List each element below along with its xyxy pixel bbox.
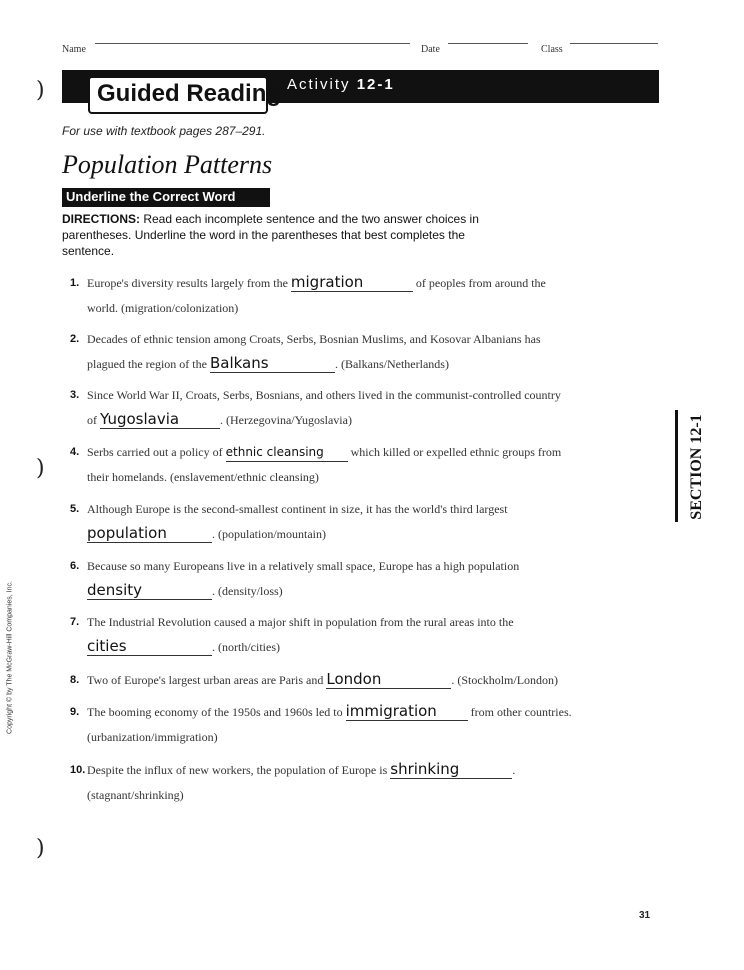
- question-2: 2. Decades of ethnic tension among Croats, Serbs, Bosnian Muslims, and Kosovar Albanians has plagued the region of the Balkans . (Balkans/Netherlands): [70, 332, 541, 372]
- page-title: Population Patterns: [62, 150, 273, 179]
- date-label: Date: [421, 44, 440, 55]
- copyright-notice: Copyright © by The McGraw-Hill Companies, Inc.: [6, 581, 14, 734]
- question-4: 4. Serbs carried out a policy of ethnic cleansing which killed or expelled ethnic groups from their homelands. (enslavement/ethnic cleansing): [70, 445, 562, 484]
- binder-hole-mark: ): [36, 836, 45, 861]
- answer-field[interactable]: density: [87, 582, 212, 600]
- name-label: Name: [62, 44, 86, 55]
- date-line: [448, 43, 528, 44]
- answer-field[interactable]: migration: [291, 274, 413, 292]
- textbook-pages-note: For use with textbook pages 287–291.: [62, 124, 266, 138]
- answer-field[interactable]: ethnic cleansing: [226, 444, 348, 462]
- guided-reading-title: Guided Reading: [97, 80, 282, 107]
- binder-hole-mark: ): [36, 78, 45, 103]
- answer-field[interactable]: population: [87, 525, 212, 543]
- question-3: 3. Since World War II, Croats, Serbs, Bosnians, and others lived in the communist-controlled country of Yugoslavia . (Herzegovina/Yugoslavia): [70, 388, 561, 428]
- class-line: [570, 43, 658, 44]
- question-8: 8. Two of Europe's largest urban areas are Paris and London . (Stockholm/London): [70, 670, 559, 688]
- directions: DIRECTIONS: Read each incomplete sentence and the two answer choices in parentheses. Underline the word in the parentheses that best completes the sentence.: [62, 212, 479, 258]
- subheading: Underline the Correct Word: [66, 189, 236, 204]
- class-label: Class: [541, 44, 563, 55]
- name-line: [95, 43, 410, 44]
- section-tab: SECTION 12-1: [688, 414, 705, 520]
- page-number: 31: [639, 910, 651, 921]
- question-1: 1. Europe's diversity results largely from the migration of peoples from around the world. (migration/colonization): [70, 273, 546, 315]
- answer-field[interactable]: immigration: [346, 703, 468, 721]
- question-9: 9. The booming economy of the 1950s and 1960s led to immigration from other countries. (urbanization/immigration): [70, 702, 572, 744]
- activity-label: Activity 12-1: [287, 76, 395, 93]
- answer-field[interactable]: shrinking: [390, 761, 512, 779]
- answer-field[interactable]: cities: [87, 638, 212, 656]
- answer-field[interactable]: London: [326, 671, 451, 689]
- answer-field[interactable]: Balkans: [210, 355, 335, 373]
- question-6: 6. Because so many Europeans live in a relatively small space, Europe has a high population density . (density/loss): [70, 559, 520, 599]
- binder-hole-mark: ): [36, 456, 45, 481]
- question-7: 7. The Industrial Revolution caused a major shift in population from the rural areas into the cities . (north/cities): [70, 615, 514, 655]
- answer-field[interactable]: Yugoslavia: [100, 411, 220, 429]
- question-5: 5. Although Europe is the second-smallest continent in size, it has the world's third largest population . (population/mountain): [70, 502, 508, 542]
- question-10: 10. Despite the influx of new workers, the population of Europe is shrinking . (stagnant/shrinking): [70, 760, 516, 802]
